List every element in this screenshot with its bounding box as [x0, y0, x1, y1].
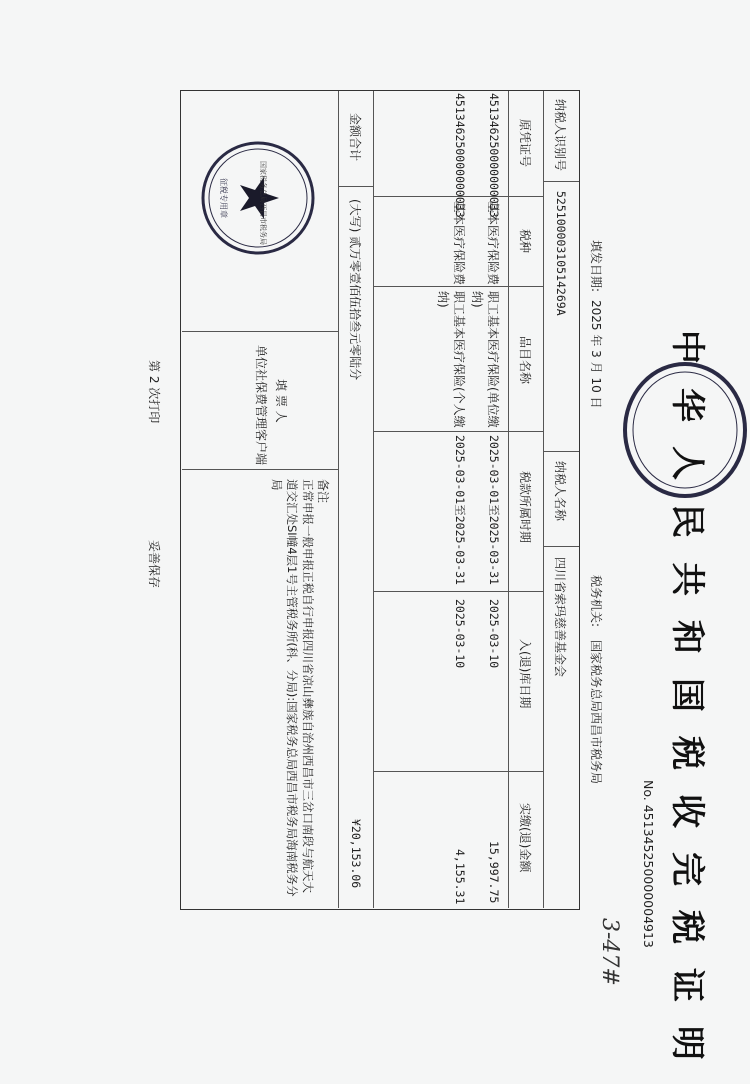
row2-amount: 4,155.31 — [453, 849, 467, 905]
print-count: 第 2 次打印 — [147, 360, 161, 424]
row2-item: 职工基本医疗保险(个人缴纳) — [435, 291, 466, 428]
issue-date-label: 填发日期: — [589, 240, 603, 293]
col-tax-type-header: 税种 — [518, 229, 532, 254]
filler-value: 单位社保费管理客户端 — [254, 345, 268, 466]
certificate-table — [180, 90, 580, 910]
row1-item: 职工基本医疗保险(单位缴纳) — [469, 291, 500, 428]
filler-label: 填 票 人 — [274, 379, 288, 423]
col-item-header: 品目名称 — [518, 336, 532, 385]
row1-tax-type: 基本医疗保险费 — [486, 201, 500, 286]
taxpayer-name: 四川省索玛慈善基金会 — [553, 557, 567, 678]
col-amount-header: 实缴(退)金额 — [518, 803, 532, 873]
col-date-header: 入(退)库日期 — [518, 639, 532, 709]
col-period-header: 税款所属时期 — [518, 471, 532, 544]
row1-voucher: 451346250000000033 — [487, 93, 501, 218]
handwritten-note: 3-47# — [597, 918, 622, 986]
row1-period: 2025-03-01至2025-03-31 — [487, 435, 501, 585]
total-label: 金额合计 — [348, 113, 362, 162]
title-overlay-seal — [610, 355, 750, 505]
taxpayer-id-label: 纳税人识别号 — [553, 99, 567, 172]
row2-tax-type: 基本医疗保险费 — [452, 201, 466, 286]
row2-period: 2025-03-01至2025-03-31 — [453, 435, 467, 585]
row2-voucher: 451346250000000033 — [453, 93, 467, 218]
taxpayer-name-label: 纳税人名称 — [553, 461, 567, 522]
row1-amount: 15,997.75 — [487, 841, 501, 904]
remarks-label: 备注 — [316, 479, 330, 504]
remarks-text: 正常申报一般申报正税自行申报四川省凉山彝族自治州西昌市三岔口南段与航天大道交汇处SI幢4层1号主管税务所(科、分局):国家税务总局西昌市税务局海南税务分局 — [269, 479, 315, 897]
svg-text:征税专用章: 征税专用章 — [219, 178, 228, 218]
tax-authority: 国家税务总局西昌市税务局 — [589, 640, 603, 785]
certificate-title: 中华人民共和国税收完税证明 — [667, 330, 707, 1084]
issue-date: 2025 年 3 月 10 日 — [589, 300, 603, 409]
keep-note: 妥善保存 — [147, 540, 161, 589]
total-amount: ¥20,153.06 — [349, 819, 363, 889]
seal-text: 国家税务总局西昌市税务局 — [259, 161, 267, 245]
serial-number: No. 451345250000004913 — [641, 780, 656, 948]
row1-date: 2025-03-10 — [487, 599, 501, 669]
total-in-words: (大写) 贰万零壹佰伍拾叁元零陆分 — [348, 199, 362, 381]
tax-authority-label: 税务机关: — [589, 575, 603, 628]
col-voucher-header: 原凭证号 — [518, 119, 532, 168]
taxpayer-id: 52510000310514269A — [554, 191, 568, 316]
row2-date: 2025-03-10 — [453, 599, 467, 669]
